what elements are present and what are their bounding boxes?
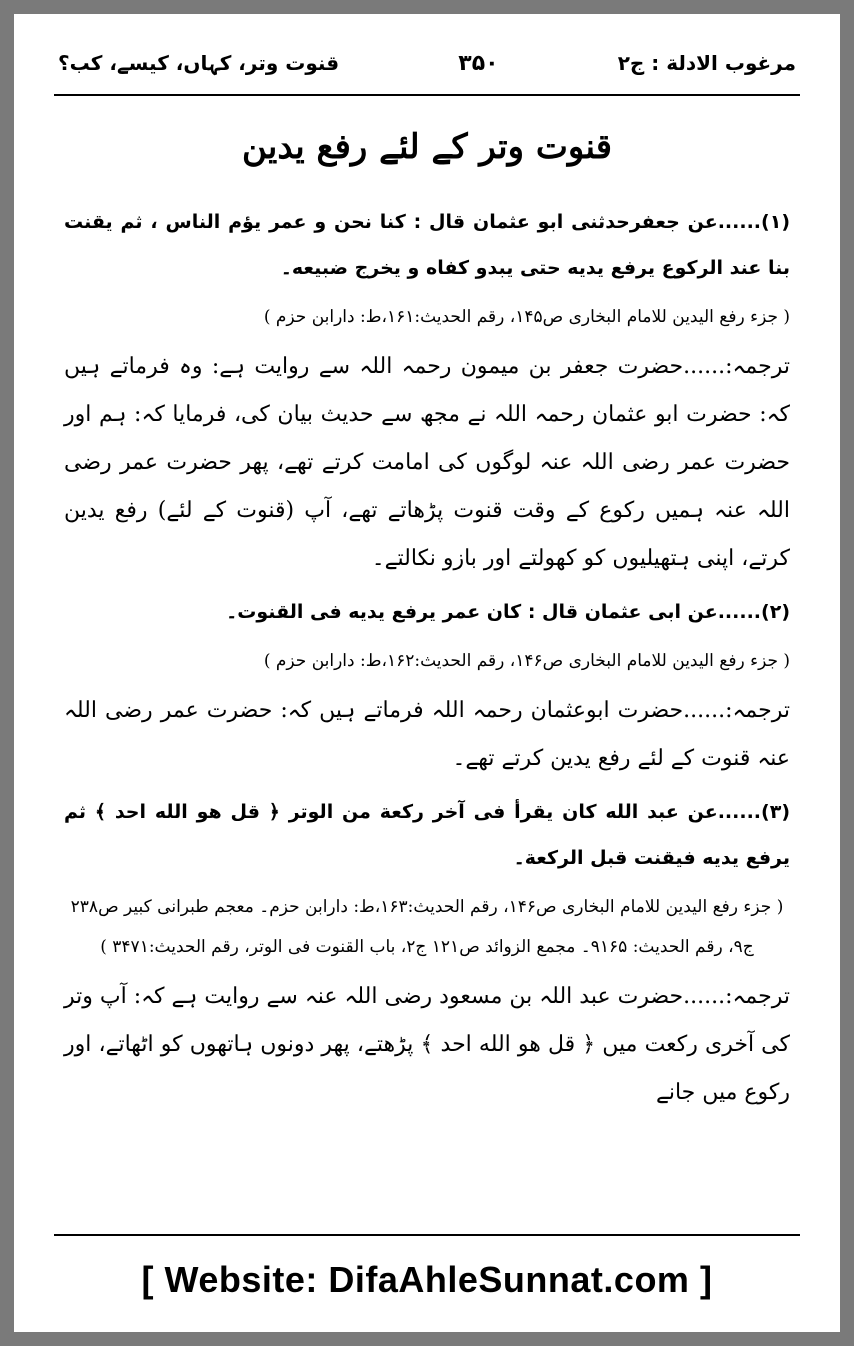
hadith-1-translation: ترجمہ:......حضرت جعفر بن میمون رحمہ اللہ سے روایت ہے: وہ فرماتے ہیں کہ: حضرت ابو عثمان رحمہ اللہ نے مجھ سے حدیث بیان کی، فرمایا کہ: ہم اور حضرت عمر رضی اللہ عنہ لوگوں کی امامت کرتے تھے، پھر حضرت عمر رضی اللہ عنہ ہمیں رکوع کے وقت قنوت پڑھاتے تھے، آپ (قنوت کے لئے) رفع یدین کرتے، اپنی ہتھیلیوں کو کھولتے اور بازو نکالتے۔ (64, 354, 790, 571)
section-title: قنوت وتر کے لئے رفع یدین (242, 127, 612, 167)
hadith-3-arabic: (۳)......عن عبد الله کان یقرأ فی آخر رکعة من الوتر ﴿ قل هو الله احد ﴾ ثم یرفع یدیه فیقنت قبل الرکعة۔ (64, 801, 790, 869)
book-page (14, 14, 840, 1332)
chapter-running-title: قنوت وتر، کہاں، کیسے، کب؟ (58, 51, 340, 75)
hadith-3-translation: ترجمہ:......حضرت عبد اللہ بن مسعود رضی اللہ عنہ سے روایت ہے کہ: آپ وتر کی آخری رکعت میں ﴿ قل هو الله احد ﴾ پڑھتے، پھر دونوں ہاتھوں کو اٹھاتے، اور رکوع میں جانے (64, 984, 790, 1105)
footer-rule (54, 1234, 800, 1236)
website-watermark: [ Website: DifaAhleSunnat.com ] (141, 1259, 713, 1300)
hadith-3-reference: ( جزء رفع الیدین للامام البخاری ص۱۴۶، رقم الحدیث:۱۶۳،ط: دارابن حزم۔ معجم طبرانی کبیر ص۲۳۸ ج۹، رقم الحدیث: ۹۱۶۵۔ مجمع الزوائد ص۱۲۱ ج۲، باب القنوت فی الوتر، رقم الحدیث:۳۴۷۱ ) (70, 897, 784, 957)
book-running-title: مرغوب الادلة : ج۲ (617, 51, 796, 75)
hadith-1-reference: ( جزء رفع الیدین للامام البخاری ص۱۴۵، رقم الحدیث:۱۶۱،ط: دارابن حزم ) (263, 307, 790, 327)
hadith-2-arabic: (۲)......عن ابی عثمان قال : کان عمر یرفع یدیه فی القنوت۔ (226, 601, 790, 623)
hadith-2-reference: ( جزء رفع الیدین للامام البخاری ص۱۴۶، رقم الحدیث:۱۶۲،ط: دارابن حزم ) (263, 651, 790, 671)
header-rule (54, 94, 800, 96)
page-body (64, 199, 790, 1123)
page-header (58, 38, 796, 88)
page-number: ۳۵۰ (458, 50, 499, 76)
hadith-2-translation: ترجمہ:......حضرت ابوعثمان رحمہ اللہ فرماتے ہیں کہ: حضرت عمر رضی اللہ عنہ قنوت کے لئے رفع یدین کرتے تھے۔ (64, 698, 790, 771)
hadith-1-arabic: (۱)......عن جعفرحدثنی ابو عثمان قال : کنا نحن و عمر یؤم الناس ، ثم یقنت بنا عند الرکوع یرفع یدیه حتی یبدو کفاه و یخرج ضبیعه۔ (64, 211, 790, 279)
